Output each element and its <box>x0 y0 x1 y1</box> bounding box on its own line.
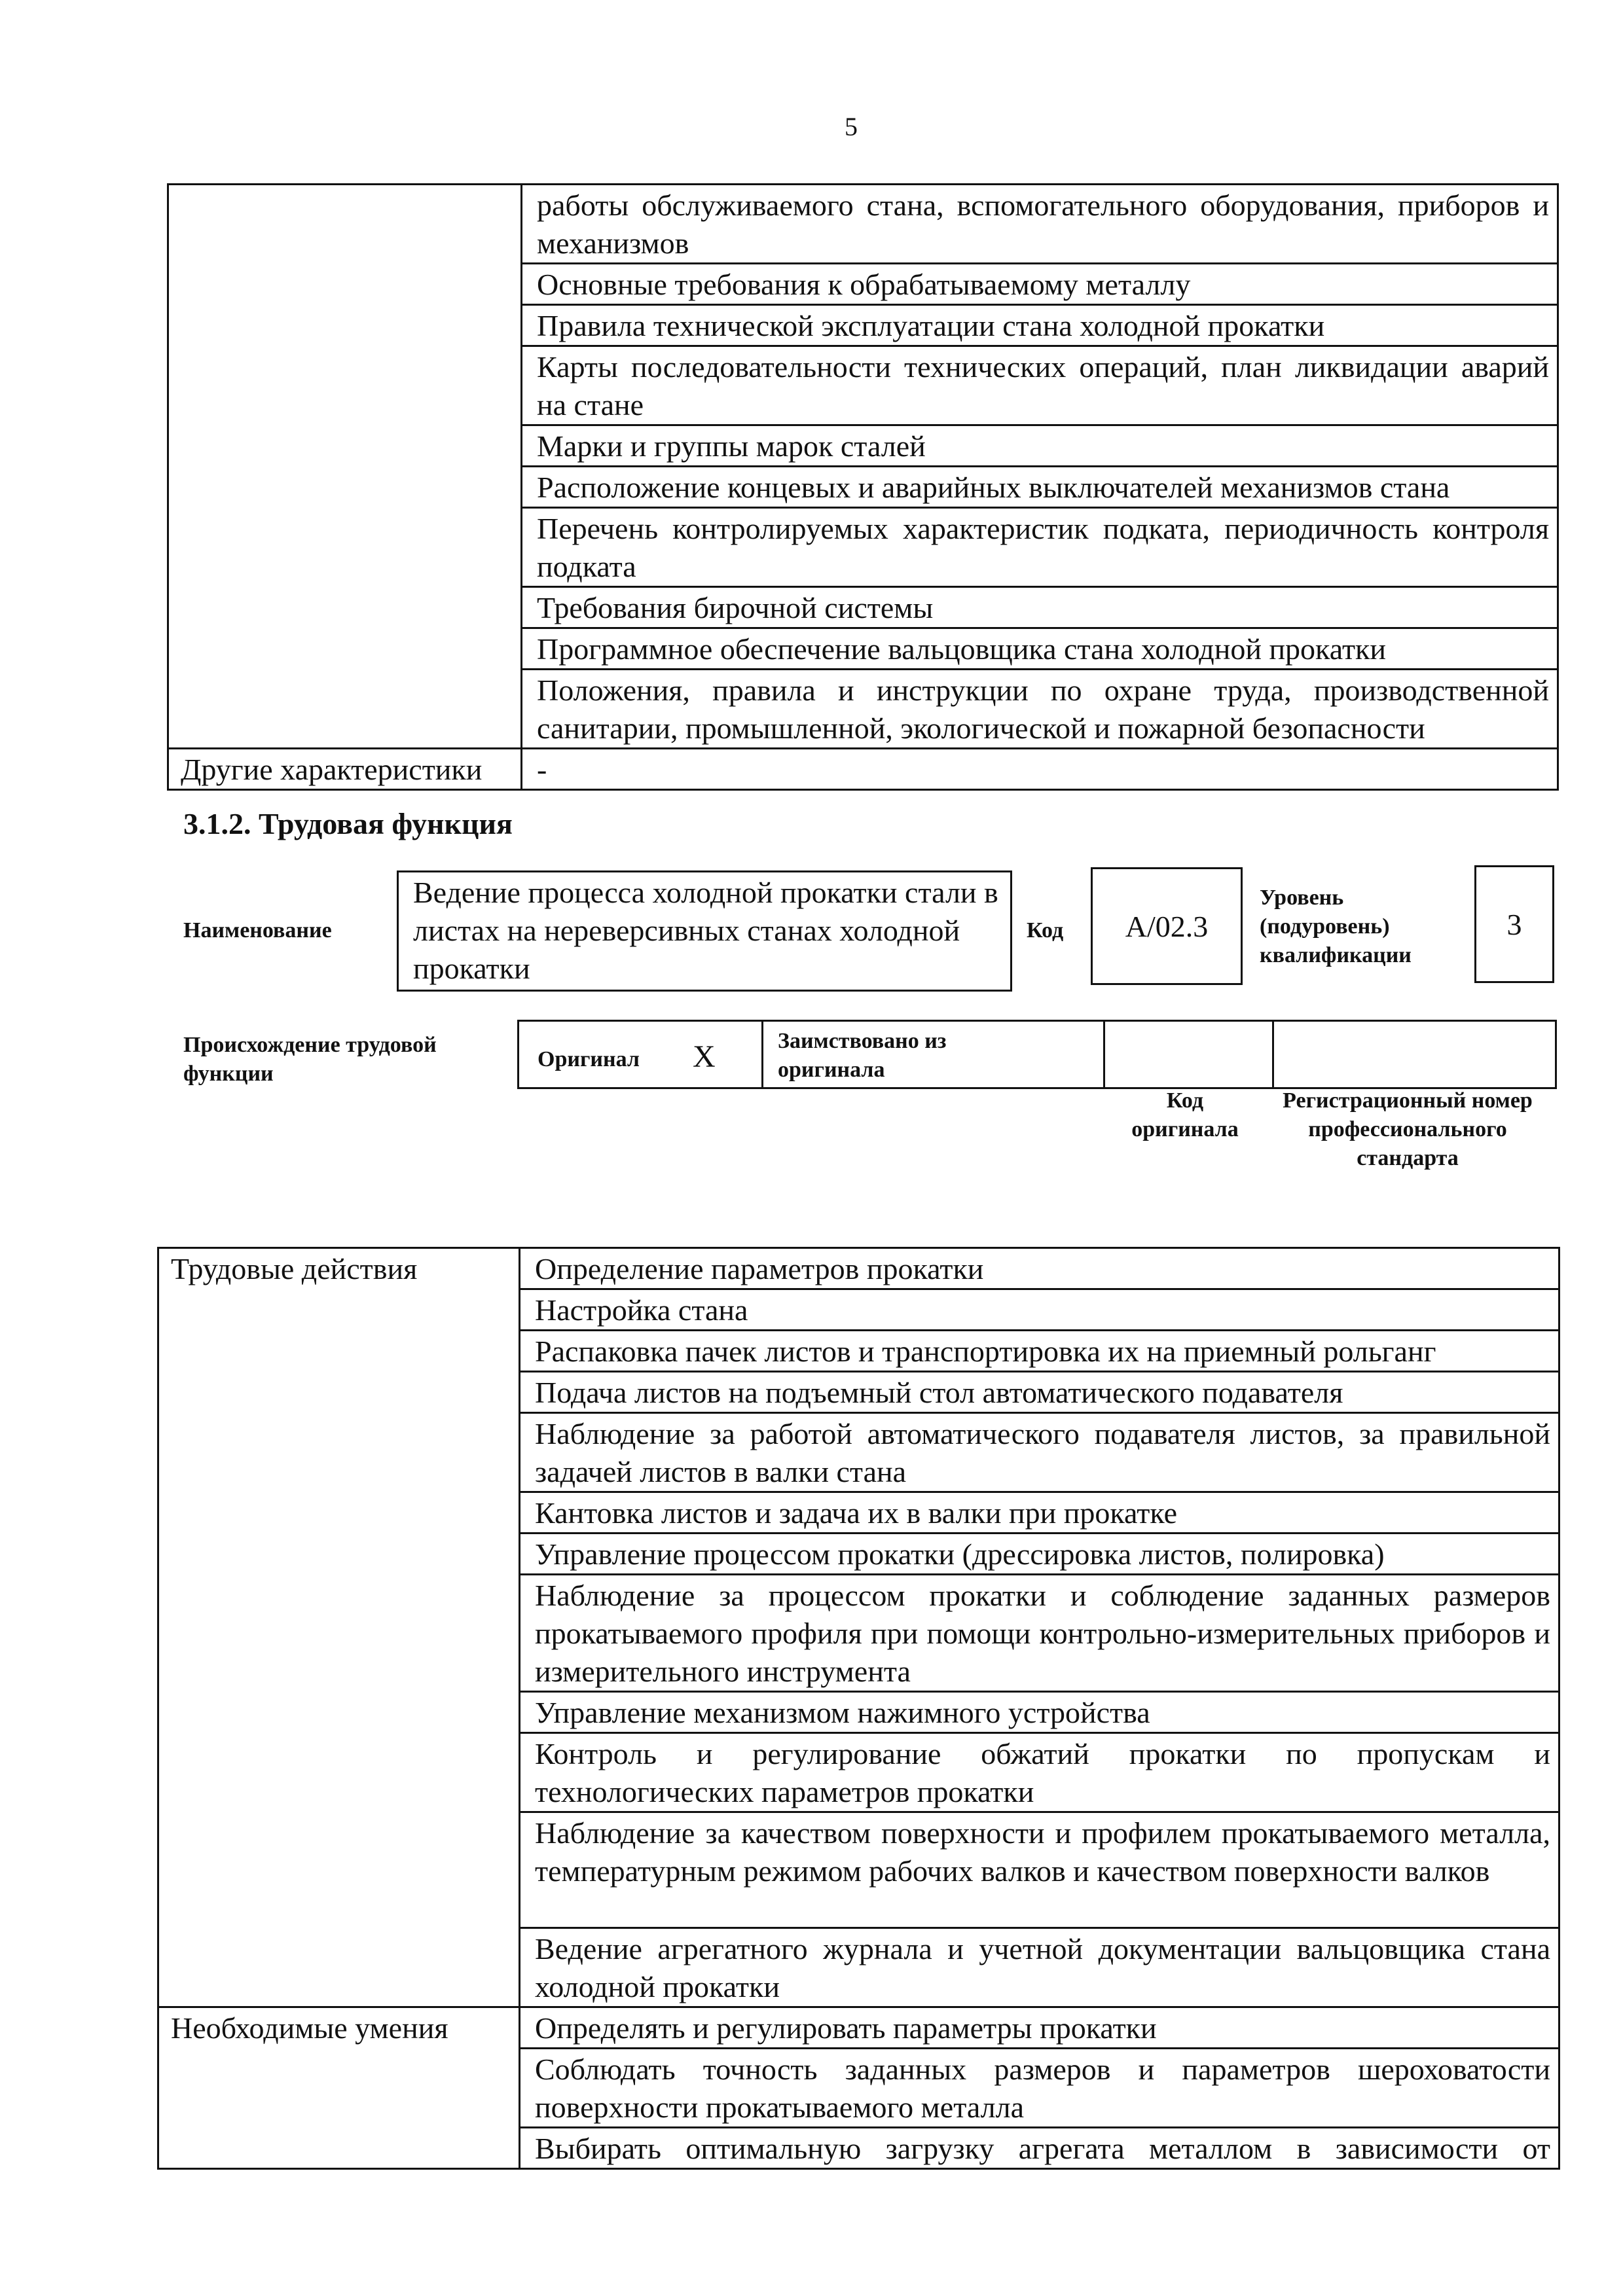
page-number: 5 <box>845 112 858 141</box>
function-name-box <box>397 870 1012 992</box>
table-row: Марки и группы марок сталей <box>522 425 1558 467</box>
empty-label-cell <box>168 185 522 749</box>
name-label: Наименование <box>183 918 332 942</box>
table-row: Карты последовательности технических операций, план ликвидации аварий на стане <box>522 346 1558 425</box>
table-row: работы обслуживаемого стана, вспомогательного оборудования, приборов и механизмов <box>522 185 1558 264</box>
divider <box>1272 1022 1274 1087</box>
table-row: Распаковка пачек листов и транспортировка их на приемный рольганг <box>520 1331 1559 1372</box>
table-row: Правила технической эксплуатации стана холодной прокатки <box>522 305 1558 346</box>
code-value: А/02.3 <box>1125 909 1209 943</box>
table-row: Управление процессом прокатки (дрессировка листов, полировка) <box>520 1534 1559 1575</box>
table-row: Выбирать оптимальную загрузку агрегата металлом в зависимости от <box>520 2128 1559 2169</box>
table-row: Программное обеспечение вальцовщика стана холодной прокатки <box>522 628 1558 670</box>
other-characteristics-label: Другие характеристики <box>168 749 522 790</box>
table-row: Определение параметров прокатки <box>520 1248 1559 1289</box>
table-row: Наблюдение за процессом прокатки и соблюдение заданных размеров прокатываемого профиля при помощи контрольно-измерительных приборов и измерительного инструмента <box>520 1575 1559 1692</box>
bottom-table <box>157 1247 1560 2170</box>
other-characteristics-value: - <box>522 749 1558 790</box>
code-original-caption: Код оригинала <box>1131 1088 1239 1141</box>
table-row: Перечень контролируемых характеристик подката, периодичность контроля подката <box>522 508 1558 587</box>
origin-label: Происхождение трудовой функции <box>183 1033 437 1086</box>
table-row: Положения, правила и инструкции по охране труда, производственной санитарии, промышленной, экологической и пожарной безопасности <box>522 670 1558 749</box>
code-label: Код <box>1027 918 1064 942</box>
required-skills-label: Необходимые умения <box>158 2007 520 2169</box>
origin-table <box>517 1020 1557 1089</box>
level-value: 3 <box>1506 907 1522 941</box>
table-row: Подача листов на подъемный стол автоматического подавателя <box>520 1372 1559 1413</box>
table-row: Расположение концевых и аварийных выключателей механизмов стана <box>522 467 1558 508</box>
table-row: Наблюдение за качеством поверхности и профилем прокатываемого металла, температурным режимом рабочих валков и качеством поверхности валков <box>520 1812 1559 1928</box>
section-heading: 3.1.2. Трудовая функция <box>183 807 513 840</box>
original-mark: X <box>693 1039 716 1074</box>
code-box <box>1091 867 1243 985</box>
table-row: Контроль и регулирование обжатий прокатки по пропускам и технологических параметров прокатки <box>520 1733 1559 1812</box>
table-row: Основные требования к обрабатываемому металлу <box>522 264 1558 305</box>
divider <box>1103 1022 1105 1087</box>
table-row: Настройка стана <box>520 1289 1559 1331</box>
table-row: Управление механизмом нажимного устройства <box>520 1692 1559 1733</box>
borrowed-label: Заимствовано из оригинала <box>778 1029 947 1082</box>
table-row: Требования бирочной системы <box>522 587 1558 628</box>
table-row: Наблюдение за работой автоматического подавателя листов, за правильной задачей листов в валки стана <box>520 1413 1559 1492</box>
table-row: Ведение агрегатного журнала и учетной документации вальцовщика стана холодной прокатки <box>520 1928 1559 2007</box>
original-label: Оригинал <box>538 1047 640 1071</box>
table-row: Кантовка листов и задача их в валки при прокатке <box>520 1492 1559 1534</box>
reg-number-caption: Регистрационный номер профессионального стандарта <box>1283 1088 1533 1170</box>
level-box <box>1474 865 1554 983</box>
table-row: Определять и регулировать параметры прокатки <box>520 2007 1559 2049</box>
labor-actions-label: Трудовые действия <box>158 1248 520 2007</box>
table-row: Соблюдать точность заданных размеров и параметров шероховатости поверхности прокатываемого металла <box>520 2049 1559 2128</box>
level-label: Уровень (подуровень) квалификации <box>1260 886 1412 967</box>
function-name: Ведение процесса холодной прокатки стали в листах на нереверсивных станах холодной прокатки <box>413 876 998 985</box>
divider <box>761 1022 763 1087</box>
top-table <box>167 183 1559 791</box>
